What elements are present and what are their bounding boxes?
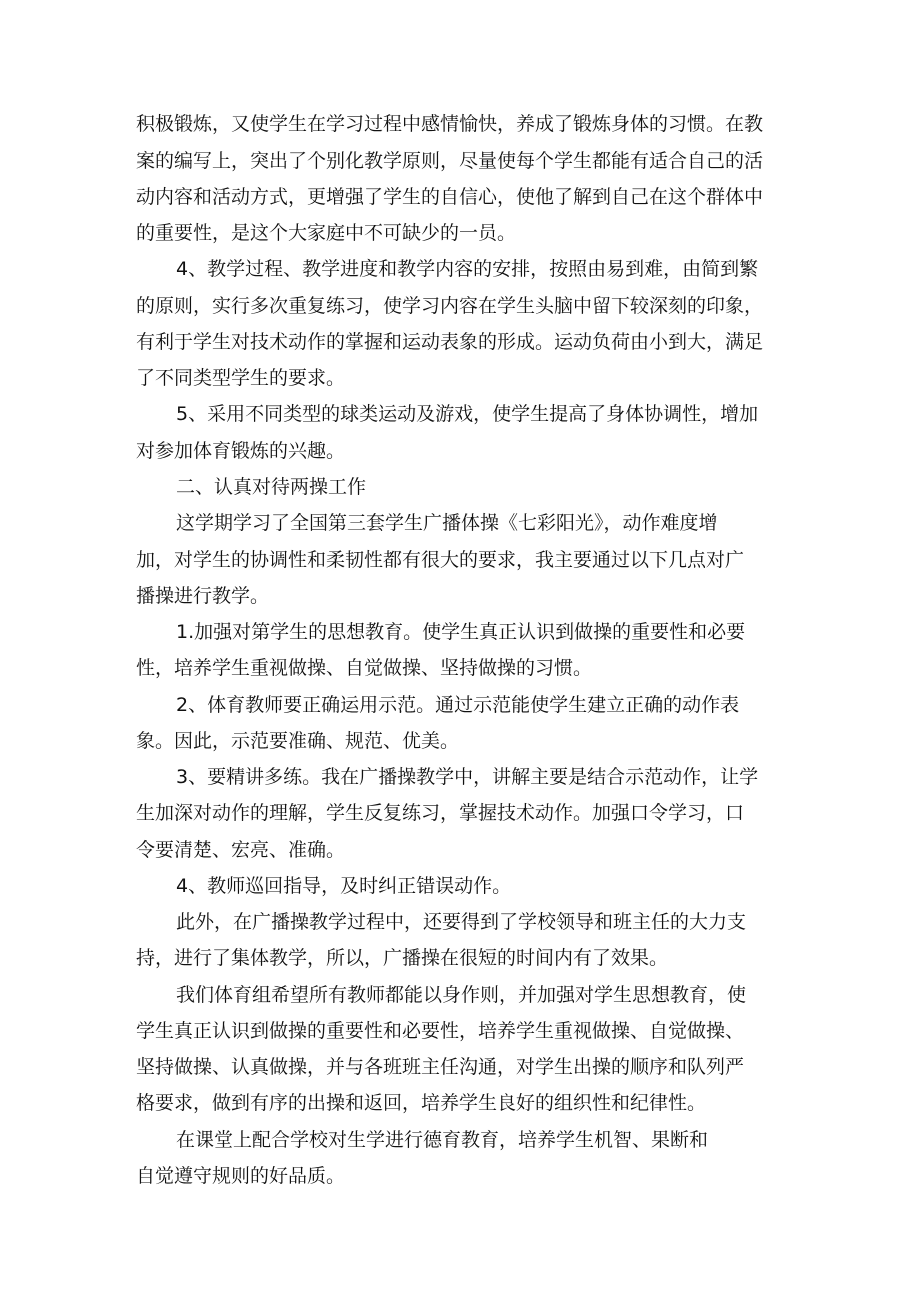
text-line: 学生真正认识到做操的重要性和必要性，培养学生重视做操、自觉做操、 <box>136 1020 745 1042</box>
text-line: 象。因此，示范要准确、规范、优美。 <box>136 730 460 752</box>
text-line: 我们体育组希望所有教师都能以身作则，并加强对学生思想教育，使 <box>176 984 747 1006</box>
text-line: 在课堂上配合学校对生学进行德育教育，培养学生机智、果断和 <box>176 1129 709 1151</box>
text-line: 3、要精讲多练。我在广播操教学中，讲解主要是结合示范动作，让学 <box>176 766 759 788</box>
text-line: 令要清楚、宏亮、准确。 <box>136 839 346 861</box>
text-line: 自觉遵守规则的好品质。 <box>136 1165 346 1187</box>
text-line: 持，进行了集体教学，所以，广播操在很短的时间内有了效果。 <box>136 947 669 969</box>
text-line: 格要求，做到有序的出操和返回，培养学生良好的组织性和纪律性。 <box>136 1092 707 1114</box>
text-line: 4、教学过程、教学进度和教学内容的安排，按照由易到难，由简到繁 <box>176 258 759 280</box>
text-line: 对参加体育锻炼的兴趣。 <box>136 440 346 462</box>
text-line: 5、采用不同类型的球类运动及游戏，使学生提高了身体协调性，增加 <box>176 403 759 425</box>
text-line: 性，培养学生重视做操、自觉做操、坚持做操的习惯。 <box>136 657 593 679</box>
text-line: 的重要性，是这个大家庭中不可缺少的一员。 <box>136 222 517 244</box>
text-line: 这学期学习了全国第三套学生广播体操《七彩阳光》，动作难度增 <box>176 512 718 534</box>
text-line: 2、体育教师要正确运用示范。通过示范能使学生建立正确的动作表 <box>176 694 740 716</box>
text-line: 生加深对动作的理解，学生反复练习，掌握技术动作。加强口令学习，口 <box>136 802 745 824</box>
text-line: 加，对学生的协调性和柔韧性都有很大的要求，我主要通过以下几点对广 <box>136 549 745 571</box>
text-line: 坚持做操、认真做操，并与各班班主任沟通，对学生出操的顺序和队列严 <box>136 1056 745 1078</box>
text-line: 有利于学生对技术动作的掌握和运动表象的形成。运动负荷由小到大，满足 <box>136 331 764 353</box>
text-line: 了不同类型学生的要求。 <box>136 367 346 389</box>
section-heading: 二、认真对待两操工作 <box>176 476 367 498</box>
text-line: 4、教师巡回指导，及时纠正错误动作。 <box>176 875 512 897</box>
text-line: 积极锻炼，又使学生在学习过程中感情愉快，养成了锻炼身体的习惯。在教 <box>136 113 764 135</box>
text-line: 动内容和活动方式，更增强了学生的自信心，使他了解到自己在这个群体中 <box>136 186 764 208</box>
text-line: 此外，在广播操教学过程中，还要得到了学校领导和班主任的大力支 <box>176 911 747 933</box>
text-line: 的原则，实行多次重复练习，使学习内容在学生头脑中留下较深刻的印象， <box>136 295 764 317</box>
text-line: 1.加强对第学生的思想教育。使学生真正认识到做操的重要性和必要 <box>176 621 746 643</box>
text-line: 播操进行教学。 <box>136 585 270 607</box>
text-line: 案的编写上，突出了个别化教学原则，尽量使每个学生都能有适合自己的活 <box>136 150 764 172</box>
